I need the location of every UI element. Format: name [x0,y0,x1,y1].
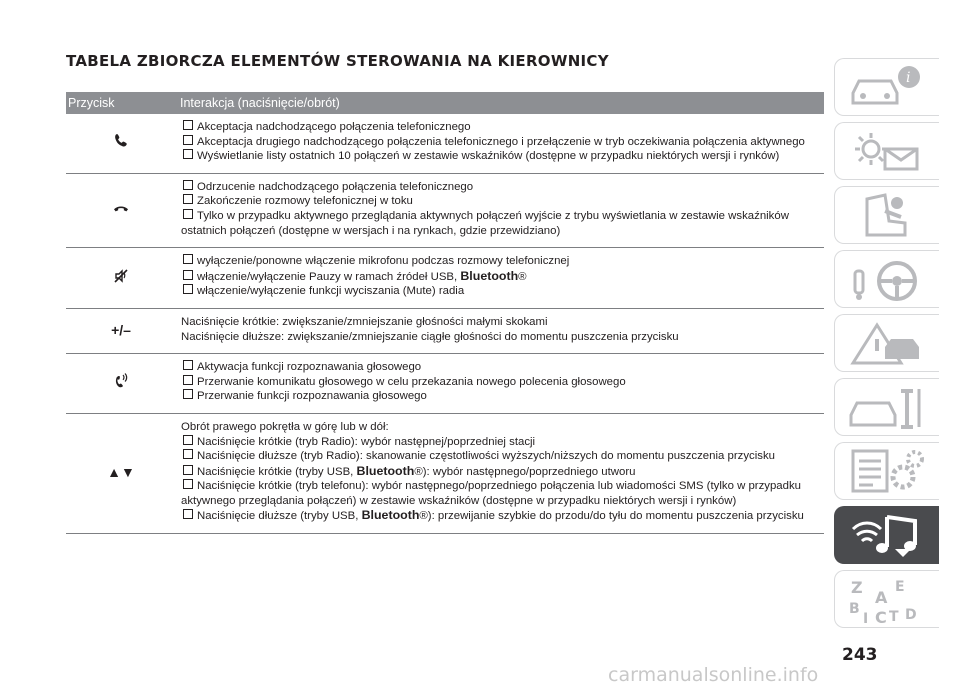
table-row [66,308,824,353]
interaction-text: Akceptacja nadchodzącego połączenia telefonicznego [197,121,471,133]
bluetooth-brand: Bluetooth [361,508,420,523]
button-cell [66,173,176,247]
bullet-square-icon [183,389,193,399]
interaction-text-after: ®): wybór następnego/poprzedniego utworu [414,465,636,478]
interaction-text: Naciśnięcie dłuższe (tryb Radio): skanowanie częstotliwości wyższych/niższych do momentu puszczenia przycisku [197,450,775,463]
bullet-square-icon [183,375,193,385]
chapter-sidebar [834,58,940,634]
interaction-line [181,135,824,150]
bullet-square-icon [183,509,193,519]
button-cell [66,354,176,414]
controls-table [66,92,824,534]
interaction-text: Aktywacja funkcji rozpoznawania głosowego [197,361,422,374]
bullet-square-icon [183,149,193,159]
chapter-tab[interactable] [834,506,939,564]
bluetooth-brand: Bluetooth [460,268,519,283]
interaction-line [181,120,824,135]
interaction-cell [176,308,824,353]
interaction-text: Naciśnięcie krótkie (tryby USB, [197,465,357,478]
interaction-line [181,508,824,524]
button-cell [66,248,176,309]
voice-command-icon [112,372,130,393]
chapter-tab[interactable] [834,122,939,180]
bullet-square-icon [183,194,193,204]
table-row [66,173,824,247]
interaction-cell [176,173,824,247]
button-cell [66,308,176,353]
svg-text:A: A [875,588,888,607]
bullet-square-icon [183,465,193,475]
button-symbol: ▲▼ [107,464,135,481]
bullet-square-icon [183,254,193,264]
interaction-text-after: ® [518,270,527,283]
watermark: carmanualsonline.info [608,664,819,686]
interaction-line [181,209,824,238]
chapter-tab[interactable] [834,250,939,308]
interaction-text: włączenie/wyłączenie funkcji wyciszania (Mute) radia [197,285,465,298]
chapter-tab[interactable] [834,570,939,628]
interaction-line [181,375,824,390]
interaction-line [181,194,824,209]
interaction-text: Przerwanie funkcji rozpoznawania głosowego [197,390,427,403]
interaction-text: Naciśnięcie dłuższe: zwiększanie/zmniejszanie ciągłe głośności do momentu puszczenia przycisku [181,330,679,343]
svg-text:D: D [905,607,917,623]
table-row [66,413,824,533]
interaction-text: Naciśnięcie krótkie: zwiększanie/zmniejszanie głośności małymi skokami [181,315,548,328]
chapter-tab[interactable] [834,186,939,244]
interaction-line [181,360,824,375]
bullet-square-icon [183,479,193,489]
table-row [66,114,824,173]
svg-text:B: B [849,601,860,617]
chapter-tab[interactable] [834,314,939,372]
interaction-line [181,330,824,345]
interaction-text: Przerwanie komunikatu głosowego w celu przekazania nowego polecenia głosowego [197,375,626,388]
svg-text:Z: Z [851,578,863,597]
interaction-text: Obrót prawego pokrętła w górę lub w dół: [181,420,389,433]
interaction-text: Akceptacja drugiego nadchodzącego połączenia telefonicznego i przełączenie w tryb oczekiwania połączenia aktywnego [197,135,805,148]
phone-hangup-icon [113,202,129,217]
interaction-text: Naciśnięcie krótkie (tryb telefonu): wybór następnego/poprzedniego połączenia lub wiadomości SMS (tylko w przypadku aktywnego przeglądania połączeń) w zestawie wskaźników (dostępne w przypadku niektórych wersji i rynków) [181,480,802,507]
bullet-square-icon [183,360,193,370]
interaction-text: włączenie/wyłączenie Pauzy w ramach źródeł USB, [197,270,461,283]
table-row [66,248,824,309]
interaction-line [181,464,824,480]
chapter-tab[interactable] [834,58,939,116]
interaction-line [181,254,824,269]
svg-text:C: C [875,608,887,623]
interaction-line [181,449,824,464]
interaction-line [181,284,824,299]
bullet-square-icon [183,135,193,145]
bullet-square-icon [183,209,193,219]
bullet-square-icon [183,449,193,459]
svg-text:I: I [863,611,869,623]
page-number: 243 [842,645,878,665]
table-row [66,354,824,414]
mute-icon [113,268,129,287]
table-header-row [66,92,824,114]
interaction-text: Zakończenie rozmowy telefonicznej w toku [197,195,413,208]
interaction-cell [176,354,824,414]
interaction-text: Naciśnięcie dłuższe (tryby USB, [197,510,362,523]
svg-text:i: i [906,70,911,86]
interaction-line [181,479,824,508]
interaction-text: Wyświetlanie listy ostatnich 10 połączeń w zestawie wskaźników (dostępne w przypadku niektórych wersji i rynków) [197,150,780,163]
interaction-cell [176,114,824,173]
svg-text:T: T [889,609,899,623]
page-title: TABELA ZBIORCZA ELEMENTÓW STEROWANIA NA KIEROWNICY [66,52,609,70]
bullet-square-icon [183,270,193,280]
bullet-square-icon [183,180,193,190]
button-cell [66,114,176,173]
interaction-line [181,149,824,164]
button-cell [66,413,176,533]
interaction-text: Tylko w przypadku aktywnego przeglądania aktywnych połączeń wyjście z trybu wyświetlania w zestawie wskaźników ostatnich połączeń (dostępne w wersjach i na rynkach, gdzie przewidziano) [181,209,789,237]
bluetooth-brand: Bluetooth [356,463,415,478]
interaction-line [181,420,824,435]
interaction-text: wyłączenie/ponowne włączenie mikrofonu podczas rozmowy telefonicznej [197,255,570,268]
svg-text:E: E [895,579,905,595]
interaction-cell [176,248,824,309]
interaction-line [181,315,824,330]
interaction-text: Odrzucenie nadchodzącego połączenia telefonicznego [197,180,474,193]
interaction-line [181,180,824,195]
phone-answer-icon [113,133,129,152]
header-interaction-column: Interakcja (naciśnięcie/obrót) [176,92,824,114]
chapter-tab[interactable] [834,378,939,436]
button-symbol: +/– [111,321,131,338]
interaction-text: Naciśnięcie krótkie (tryb Radio): wybór następnej/poprzedniej stacji [197,435,536,448]
interaction-line [181,435,824,450]
bullet-square-icon [183,435,193,445]
interaction-line [181,269,824,285]
header-button-column: Przycisk [66,92,176,114]
bullet-square-icon [183,120,193,130]
bullet-square-icon [183,284,193,294]
interaction-text-after: ®): przewijanie szybkie do przodu/do tyłu do momentu puszczenia przycisku [419,510,804,523]
interaction-cell [176,413,824,533]
chapter-tab[interactable] [834,442,939,500]
interaction-line [181,389,824,404]
